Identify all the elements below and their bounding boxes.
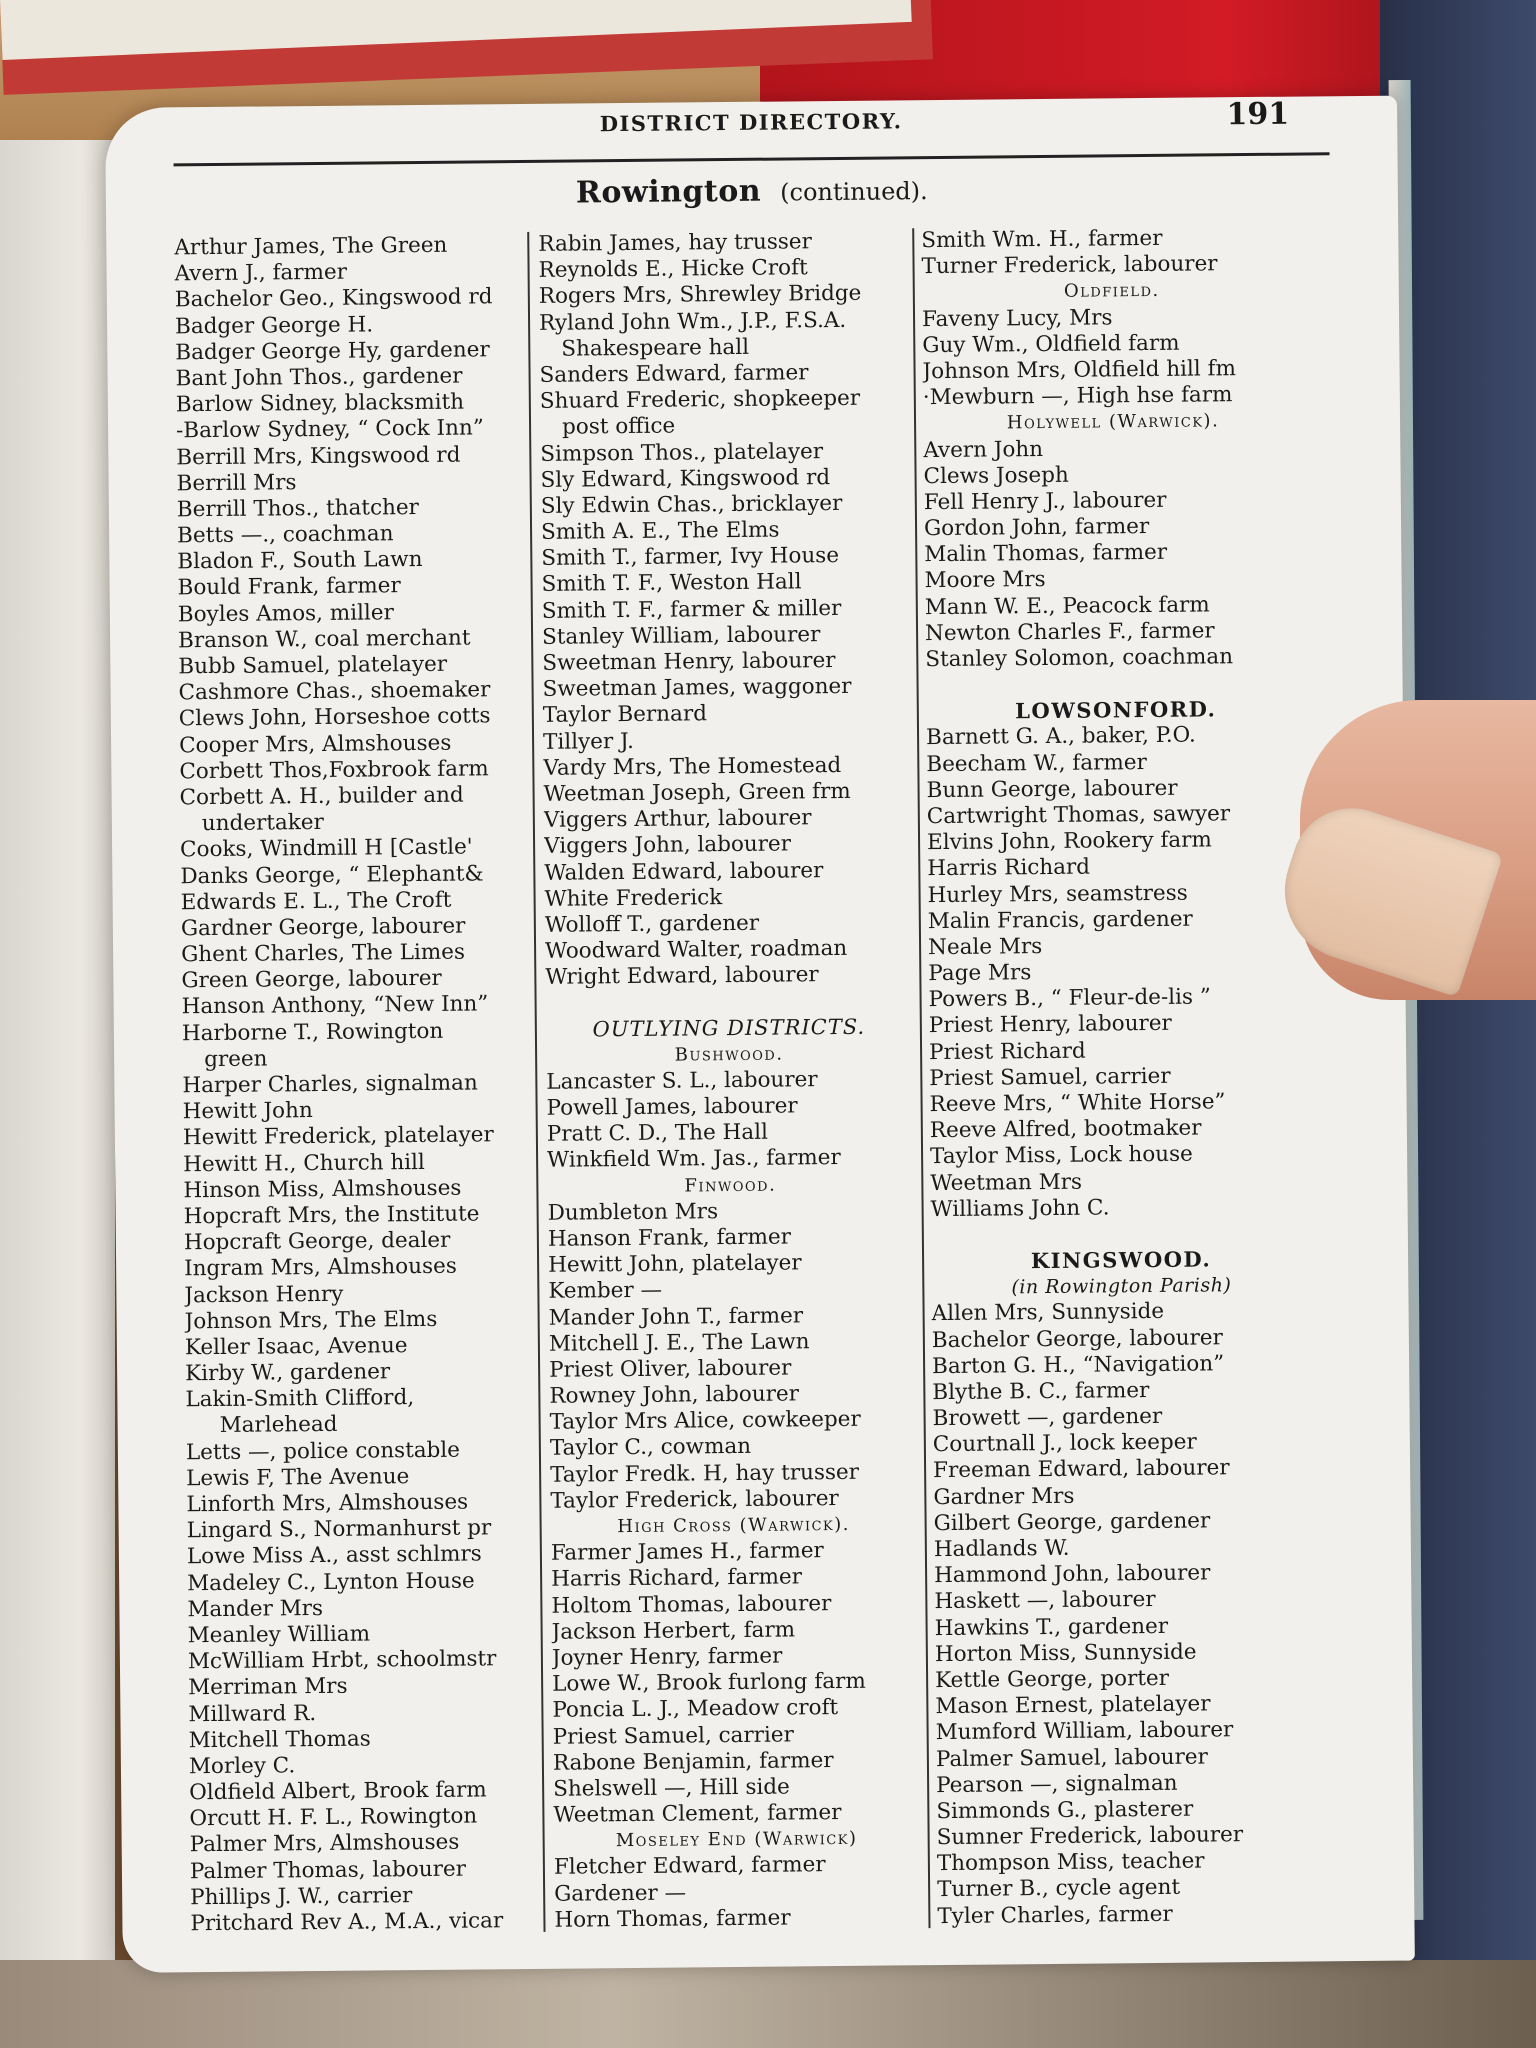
directory-entry: Hanson Anthony, “New Inn” (181, 991, 489, 1020)
directory-entry: Cooks, Windmill H [Castle' (180, 834, 473, 863)
directory-column-1 (174, 232, 536, 1937)
directory-entry: Rabone Benjamin, farmer (552, 1747, 834, 1776)
directory-entry: Jackson Henry (184, 1281, 344, 1308)
directory-entry: Oldfield Albert, Brook farm (189, 1777, 487, 1806)
directory-entry: Tillyer J. (542, 728, 634, 755)
directory-entry: Palmer Samuel, labourer (935, 1743, 1208, 1772)
directory-entry: Ryland John Wm., J.P., F.S.A. (538, 307, 847, 336)
district-heading: Moseley End (Warwick) (615, 1828, 858, 1852)
directory-entry: Corbett Thos,Foxbrook farm (179, 756, 489, 785)
directory-entry: Rogers Mrs, Shrewley Bridge (538, 281, 862, 310)
directory-entry: Hawkins T., gardener (934, 1613, 1169, 1641)
directory-entry: Sanders Edward, farmer (539, 360, 809, 388)
directory-entry: Hopcraft George, dealer (183, 1227, 451, 1256)
directory-entry: Sweetman Henry, labourer (542, 648, 836, 676)
directory-entry: Malin Thomas, farmer (924, 540, 1168, 568)
directory-entry: White Frederick (544, 884, 723, 912)
directory-entry: Harris Richard, farmer (551, 1564, 803, 1593)
directory-entry: Browett —, gardener (932, 1403, 1163, 1432)
directory-entry: Tyler Charles, farmer (937, 1901, 1173, 1929)
directory-entry: Hopcraft Mrs, the Institute (183, 1201, 480, 1230)
directory-entry: Linforth Mrs, Almshouses (186, 1489, 469, 1518)
directory-entry: Freeman Edward, labourer (933, 1455, 1230, 1484)
directory-entry: Haskett —, labourer (934, 1587, 1156, 1615)
directory-entry: ·Mewburn —, High hse farm (922, 382, 1233, 411)
directory-entry: Arthur James, The Green (174, 232, 448, 261)
directory-entry: Shelswell —, Hill side (553, 1774, 790, 1802)
directory-entry: Gordon John, farmer (923, 514, 1150, 542)
directory-entry: Ghent Charles, The Limes (181, 939, 466, 968)
directory-entry: Lancaster S. L., labourer (546, 1067, 818, 1095)
directory-entry: Wolloff T., gardener (544, 910, 760, 938)
directory-entry: Kirby W., gardener (185, 1359, 391, 1387)
directory-entry: Barnett G. A., baker, P.O. (925, 722, 1196, 751)
directory-entry: Jackson Herbert, farm (551, 1617, 796, 1645)
directory-entry: Cartwright Thomas, sawyer (926, 801, 1231, 830)
directory-entry: Priest Samuel, carrier (552, 1721, 794, 1750)
directory-entry: Barlow Sidney, blacksmith (175, 389, 465, 418)
directory-entry: Taylor Mrs Alice, cowkeeper (549, 1407, 861, 1436)
directory-entry: Mitchell J. E., The Lawn (548, 1328, 810, 1357)
directory-entry: Newton Charles F., farmer (924, 618, 1215, 646)
directory-entry: Guy Wm., Oldfield farm (922, 330, 1180, 358)
directory-entry: Keller Isaac, Avenue (184, 1333, 408, 1361)
directory-entry: Priest Samuel, carrier (929, 1063, 1171, 1091)
directory-entry: Turner B., cycle agent (937, 1875, 1181, 1903)
directory-entry: Cashmore Chas., shoemaker (178, 677, 491, 706)
page-number: 191 (1226, 96, 1290, 133)
district-heading: LOWSONFORD. (1015, 696, 1217, 724)
directory-entry: Stanley William, labourer (541, 621, 821, 650)
directory-entry: Hewitt John (182, 1098, 313, 1125)
directory-entry: Priest Oliver, labourer (549, 1355, 792, 1383)
directory-entry: Viggers Arthur, labourer (543, 805, 812, 833)
district-heading: OUTLYING DISTRICTS. (592, 1015, 866, 1042)
directory-entry: Morley C. (188, 1753, 296, 1780)
directory-entry: Lewis F, The Avenue (186, 1463, 410, 1492)
section-title-main: Rowington (575, 173, 762, 211)
directory-entry: Kember — (548, 1278, 663, 1305)
directory-entry: Courtnall J., lock keeper (932, 1429, 1197, 1458)
directory-entry: Winkfield Wm. Jas., farmer (547, 1145, 841, 1174)
directory-entry: Harris Richard (927, 854, 1091, 882)
directory-column-3 (921, 225, 1317, 1930)
directory-entry: Avern John (923, 436, 1044, 463)
directory-entry: Smith A. E., The Elms (540, 517, 780, 545)
section-title (106, 168, 1398, 215)
district-heading: KINGSWOOD. (1030, 1246, 1212, 1274)
directory-entry: Bachelor George, labourer (931, 1324, 1223, 1353)
directory-entry-continuation: Marlehead (219, 1412, 338, 1439)
directory-entry: Merriman Mrs (188, 1674, 348, 1701)
directory-entry: Beecham W., farmer (926, 749, 1147, 777)
book-page (105, 96, 1415, 1973)
directory-entry: Holtom Thomas, labourer (551, 1590, 832, 1619)
directory-entry: Reynolds E., Hicke Croft (538, 255, 808, 284)
directory-entry: Hinson Miss, Almshouses (183, 1175, 462, 1204)
directory-entry: Hewitt John, platelayer (548, 1250, 802, 1278)
directory-entry: Berrill Mrs, Kingswood rd (176, 442, 461, 470)
directory-entry: Gardner Mrs (933, 1483, 1075, 1510)
directory-entry: -Barlow Sydney, “ Cock Inn” (175, 415, 484, 444)
directory-entry: Williams John C. (930, 1195, 1110, 1222)
directory-entry: Gardner George, labourer (180, 913, 466, 942)
directory-entry: Turner Frederick, labourer (921, 251, 1218, 280)
directory-entry: Branson W., coal merchant (177, 625, 471, 654)
directory-entry: Fell Henry J., labourer (923, 487, 1167, 516)
directory-entry: Mumford William, labourer (935, 1717, 1234, 1746)
directory-entry: Poncia L. J., Meadow croft (552, 1695, 839, 1724)
directory-entry: Joyner Henry, farmer (551, 1643, 783, 1671)
directory-column-2 (538, 228, 920, 1933)
directory-entry: Harborne T., Rowington (181, 1018, 444, 1046)
directory-entry: Vardy Mrs, The Homestead (543, 752, 842, 781)
directory-entry: Allen Mrs, Sunnyside (931, 1299, 1165, 1327)
directory-entry: Reeve Mrs, “ White Horse” (929, 1089, 1226, 1118)
directory-entry: Green George, labourer (181, 966, 442, 994)
directory-entry: Malin Francis, gardener (927, 906, 1193, 934)
directory-entry: Taylor Bernard (542, 701, 708, 729)
directory-entry: Orcutt H. F. L., Rowington (189, 1803, 478, 1832)
directory-entry: Neale Mrs (927, 933, 1043, 961)
directory-entry: Bould Frank, farmer (177, 573, 401, 601)
directory-entry: Weetman Mrs (930, 1169, 1083, 1196)
directory-entry: Lowe W., Brook furlong farm (552, 1668, 866, 1697)
directory-entry: Smith T. F., farmer & miller (541, 595, 842, 624)
directory-entry: Avern J., farmer (174, 259, 348, 287)
spacer (545, 988, 911, 1018)
directory-entry: Pratt C. D., The Hall (546, 1119, 769, 1147)
floor-background (0, 1960, 1536, 2048)
directory-entry: Smith T. F., Weston Hall (541, 569, 802, 598)
directory-entry: Taylor Fredk. H, hay trusser (550, 1459, 860, 1488)
directory-entry: Lowe Miss A., asst schlmrs (186, 1541, 482, 1570)
directory-entry-continuation: post office (561, 413, 676, 440)
directory-entry: Dumbleton Mrs (547, 1198, 719, 1226)
directory-entry: Powers B., “ Fleur-de-lis ” (928, 984, 1211, 1013)
directory-entry: Walden Edward, labourer (544, 857, 824, 886)
directory-entry: Taylor C., cowman (549, 1434, 752, 1462)
directory-entry: Wright Edward, labourer (545, 962, 819, 991)
directory-entry: Faveny Lucy, Mrs (921, 304, 1113, 332)
district-heading: High Cross (Warwick). (617, 1513, 851, 1538)
directory-entry: Moore Mrs (924, 567, 1046, 594)
directory-entry: Clews John, Horseshoe cotts (178, 703, 491, 732)
directory-entry: Fletcher Edward, farmer (553, 1852, 826, 1881)
directory-entry: Elvins John, Rookery farm (926, 827, 1212, 856)
directory-entry: Hanson Frank, farmer (547, 1224, 792, 1252)
district-heading: Holywell (Warwick). (1006, 410, 1220, 434)
directory-entry: Johnson Mrs, The Elms (184, 1306, 438, 1334)
directory-entry: Hewitt Frederick, platelayer (182, 1122, 494, 1151)
directory-entry: Harper Charles, signalman (182, 1070, 478, 1099)
directory-entry: Sweetman James, waggoner (542, 674, 852, 703)
directory-entry: Barton G. H., “Navigation” (931, 1351, 1225, 1379)
directory-entry: Cooper Mrs, Almshouses (179, 730, 452, 758)
directory-entry: Kettle George, porter (935, 1665, 1170, 1694)
spacer (925, 670, 1305, 700)
directory-entry: Hewitt H., Church hill (183, 1149, 426, 1177)
directory-entry: Smith T., farmer, Ivy House (541, 543, 840, 572)
directory-entry: Danks George, “ Elephant& (180, 860, 484, 889)
directory-entry: Sly Edwin Chas., bricklayer (540, 490, 843, 519)
directory-entry: Johnson Mrs, Oldfield hill fm (922, 356, 1237, 385)
directory-entry-continuation: green (204, 1046, 268, 1072)
left-page-edge (0, 140, 115, 1960)
directory-entry: Woodward Walter, roadman (544, 935, 848, 964)
directory-entry: Mander John T., farmer (548, 1302, 804, 1331)
district-heading: Finwood. (684, 1174, 777, 1197)
spacer (931, 1219, 1311, 1249)
directory-entry: Horn Thomas, farmer (554, 1905, 791, 1933)
directory-entry: Priest Richard (928, 1038, 1086, 1065)
running-head-title: DISTRICT DIRECTORY. (599, 108, 903, 137)
directory-entry: Sumner Frederick, labourer (936, 1822, 1244, 1851)
directory-entry: Mason Ernest, platelayer (935, 1691, 1211, 1720)
directory-entry: Lakin-Smith Clifford, (185, 1385, 415, 1413)
directory-entry: Bant John Thos., gardener (175, 363, 463, 392)
directory-entry: Palmer Thomas, labourer (189, 1856, 467, 1884)
directory-entry: Palmer Mrs, Almshouses (189, 1830, 460, 1858)
district-heading: Bushwood. (674, 1043, 784, 1066)
directory-entry: Ingram Mrs, Almshouses (184, 1253, 457, 1282)
directory-entry: Mitchell Thomas (188, 1726, 371, 1753)
directory-entry: Madeley C., Lynton House (187, 1568, 475, 1596)
directory-entry: Gilbert George, gardener (933, 1508, 1211, 1536)
directory-entry: Corbett A. H., builder and (179, 782, 464, 811)
directory-entry: Rowney John, labourer (549, 1381, 800, 1409)
directory-entry: Boyles Amos, miller (177, 599, 394, 627)
directory-entry: Lingard S., Normanhurst pr (186, 1515, 492, 1544)
directory-entry: Rabin James, hay trusser (538, 229, 812, 257)
directory-entry: Taylor Miss, Lock house (929, 1141, 1193, 1170)
directory-entry: Taylor Frederick, labourer (550, 1485, 839, 1514)
directory-entry: Mander Mrs (187, 1595, 324, 1623)
directory-entry: Berrill Thos., thatcher (176, 494, 420, 523)
directory-entry: Bachelor Geo., Kingswood rd (174, 284, 493, 313)
directory-entry: Bunn George, labourer (926, 775, 1178, 803)
directory-entry: Mann W. E., Peacock farm (924, 592, 1210, 620)
directory-entry: Reeve Alfred, bootmaker (929, 1115, 1202, 1144)
directory-entry: Stanley Solomon, coachman (925, 644, 1234, 673)
directory-entry: Sly Edward, Kingswood rd (540, 464, 831, 493)
directory-entry: Priest Henry, labourer (928, 1011, 1172, 1039)
directory-entry: Weetman Joseph, Green frm (543, 778, 851, 807)
directory-entry: Smith Wm. H., farmer (921, 225, 1163, 254)
directory-entry: Simmonds G., plasterer (936, 1796, 1194, 1824)
directory-entry: Badger George H. (174, 311, 374, 339)
directory-entry: Berrill Mrs (176, 469, 297, 497)
directory-entry: Phillips J. W., carrier (190, 1882, 413, 1911)
directory-entry: Letts —, police constable (185, 1437, 461, 1465)
directory-entry: Betts —., coachman (176, 521, 394, 549)
directory-entry: Gardener — (554, 1880, 687, 1907)
directory-entry: Bladon F., South Lawn (177, 547, 423, 575)
directory-entry: Horton Miss, Sunnyside (934, 1639, 1197, 1667)
directory-entry: Farmer James H., farmer (550, 1538, 824, 1566)
directory-entry: Clews Joseph (923, 462, 1069, 489)
directory-entry: Viggers John, labourer (543, 831, 792, 860)
directory-entry: Pritchard Rev A., M.A., vicar (190, 1908, 504, 1937)
directory-entry: Page Mrs (928, 960, 1032, 987)
directory-entry: Powell James, labourer (546, 1093, 798, 1121)
directory-entry: Hammond John, labourer (934, 1560, 1211, 1589)
directory-entry: Blythe B. C., farmer (932, 1377, 1150, 1405)
directory-entry: McWilliam Hrbt, schoolmstr (187, 1646, 497, 1675)
section-title-sub: (continued). (780, 177, 928, 207)
district-heading: Oldfield. (1063, 280, 1160, 303)
directory-entry: Shuard Frederic, shopkeeper (539, 385, 861, 414)
directory-entry-continuation: undertaker (201, 810, 324, 837)
district-heading: (in Rowington Parish) (1011, 1274, 1232, 1299)
directory-entry: Weetman Clement, farmer (553, 1800, 842, 1828)
directory-entry-continuation: Shakespeare hall (561, 334, 750, 362)
directory-entry: Edwards E. L., The Croft (180, 887, 452, 915)
directory-entry: Hurley Mrs, seamstress (927, 880, 1188, 908)
directory-entry: Thompson Miss, teacher (936, 1848, 1205, 1877)
directory-entry: Meanley William (187, 1621, 371, 1649)
directory-entry: Bubb Samuel, platelayer (178, 651, 448, 680)
directory-entry: Hadlands W. (933, 1535, 1070, 1563)
directory-entry: Millward R. (188, 1700, 317, 1727)
directory-entry: Pearson —, signalman (936, 1770, 1178, 1798)
directory-entry: Simpson Thos., platelayer (540, 438, 824, 467)
directory-entry: Badger George Hy, gardener (175, 337, 490, 366)
